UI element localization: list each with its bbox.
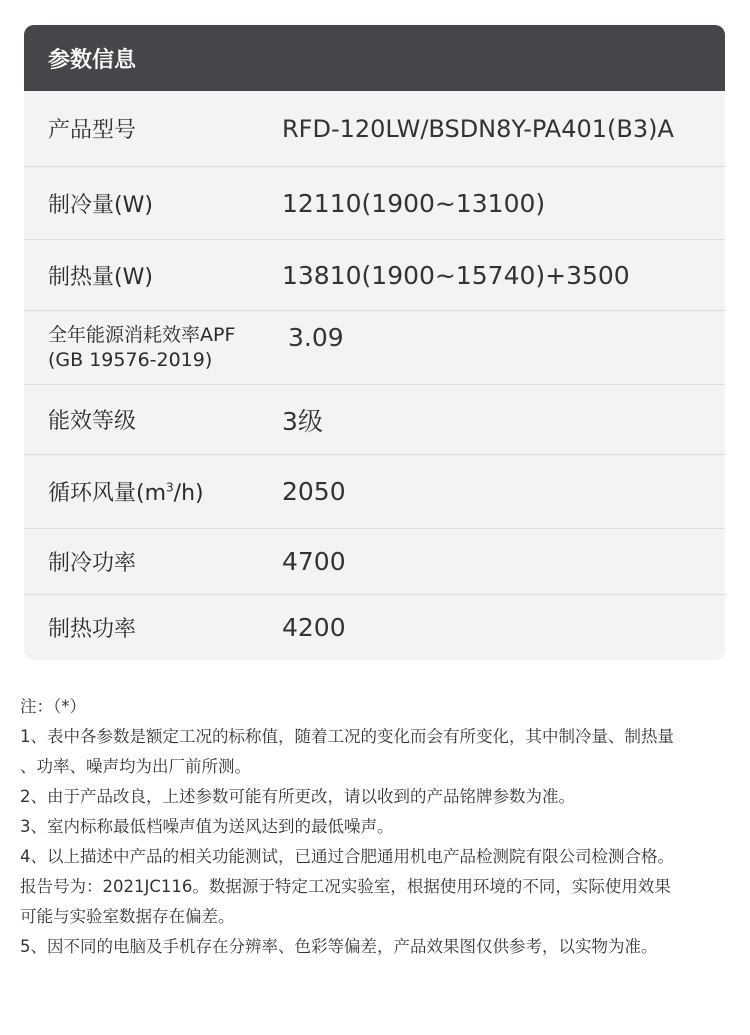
notes-section xyxy=(20,692,736,962)
row-value: 13810(1900~15740)+3500 xyxy=(282,260,630,290)
row-label: 能效等级 xyxy=(48,409,137,434)
note-line: 3、室内标称最低档噪声值为送风达到的最低噪声。 xyxy=(20,817,394,836)
table-row-efficiency-grade xyxy=(24,385,725,455)
table-row-apf xyxy=(24,311,725,385)
row-value: 3.09 xyxy=(288,323,344,352)
table-row-heating-capacity xyxy=(24,240,725,311)
airflow-label-main: 循环风量(m xyxy=(48,481,167,506)
row-value: 12110(1900~13100) xyxy=(282,188,546,218)
apf-label-line1: 全年能源消耗效率APF xyxy=(48,323,236,346)
row-label-airflow xyxy=(24,476,282,507)
row-value: 4700 xyxy=(282,547,346,576)
note-line: 5、因不同的电脑及手机存在分辨率、色彩等偏差，产品效果图仅供参考，以实物为准。 xyxy=(20,937,658,956)
row-label: 制热功率 xyxy=(48,617,137,642)
note-line: 、功率、噪声均为出厂前所测。 xyxy=(20,757,251,776)
row-value: 2050 xyxy=(282,477,346,506)
airflow-label-sup: 3 xyxy=(166,480,174,495)
row-label: 制冷功率 xyxy=(48,551,137,576)
card-title: 参数信息 xyxy=(48,47,137,73)
row-value: RFD-120LW/BSDN8Y-PA401(B3)A xyxy=(282,114,674,143)
card-header xyxy=(24,25,725,91)
row-value: 4200 xyxy=(282,613,346,642)
note-line: 1、表中各参数是额定工况的标称值，随着工况的变化而会有所变化，其中制冷量、制热量 xyxy=(20,727,674,746)
table-row-cooling-capacity xyxy=(24,167,725,240)
airflow-label-unit: /h) xyxy=(173,481,204,506)
table-row-airflow xyxy=(24,455,725,529)
parameter-card xyxy=(24,25,725,660)
row-label: 产品型号 xyxy=(48,118,137,143)
table-row-heating-power xyxy=(24,595,725,660)
row-label-apf xyxy=(24,323,282,373)
apf-label-line2: (GB 19576-2019) xyxy=(48,348,213,371)
note-line: 注：（*） xyxy=(20,697,86,716)
note-line: 4、以上描述中产品的相关功能测试，已通过合肥通用机电产品检测院有限公司检测合格。 xyxy=(20,847,674,866)
row-label: 制热量(W) xyxy=(48,264,153,290)
note-line: 可能与实验室数据存在偏差。 xyxy=(20,907,235,926)
row-label: 制冷量(W) xyxy=(48,192,153,218)
note-line: 报告号为：2021JC116。数据源于特定工况实验室，根据使用环境的不同，实际使用效果 xyxy=(20,877,671,896)
table-row-cooling-power xyxy=(24,529,725,595)
table-row-model xyxy=(24,91,725,167)
note-line: 2、由于产品改良，上述参数可能有所更改，请以收到的产品铭牌参数为准。 xyxy=(20,787,575,806)
row-value: 3级 xyxy=(282,406,323,436)
